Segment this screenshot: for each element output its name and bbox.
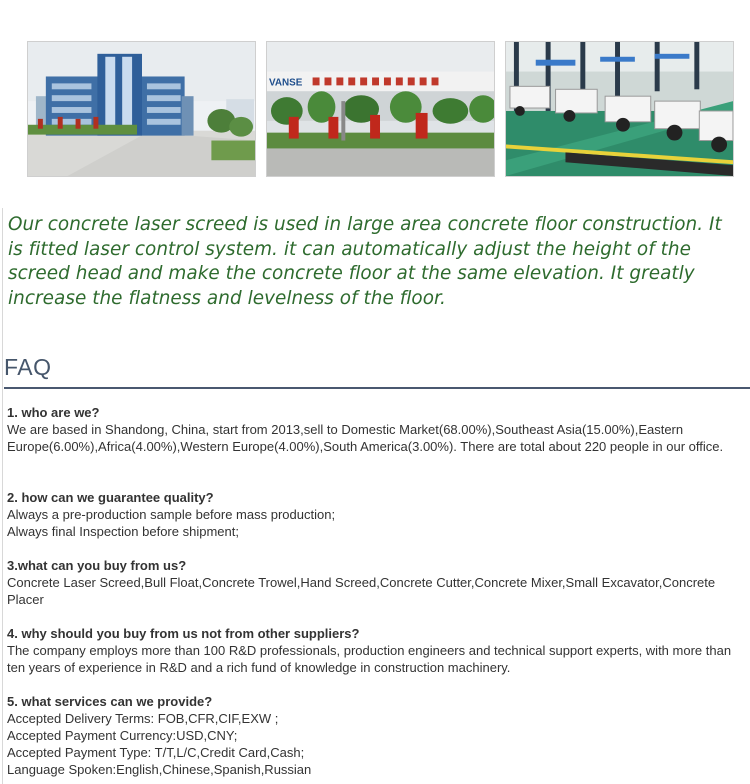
faq-answer-line: Accepted Payment Type: T/T,L/C,Credit Card,Cash; xyxy=(7,745,305,760)
left-border-line xyxy=(2,208,3,784)
faq-item-who-are-we xyxy=(7,404,747,455)
faq-item-products xyxy=(7,557,747,608)
faq-question: 3.what can you buy from us? xyxy=(7,558,187,573)
faq-heading: FAQ xyxy=(4,354,52,380)
faq-item-quality xyxy=(7,489,747,540)
faq-answer-line: Accepted Payment Currency:USD,CNY; xyxy=(7,728,238,743)
faq-question: 4. why should you buy from us not from other suppliers? xyxy=(7,626,360,641)
product-intro-text: Our concrete laser screed is used in large area concrete floor construction. It is fitted laser control system. it can automatically adjust the height of the screed head and make the concrete floor at the same elevation. It greatly increase the flatness and levelness of the floor. xyxy=(8,214,722,309)
faq-answer: Concrete Laser Screed,Bull Float,Concrete Trowel,Hand Screed,Concrete Cutter,Concrete Mixer,Small Excavator,Concrete Placer xyxy=(7,575,716,607)
company-building-image xyxy=(27,41,256,177)
faq-answer-line: Accepted Delivery Terms: FOB,CFR,CIF,EXW ; xyxy=(7,711,279,726)
faq-question: 1. who are we? xyxy=(7,405,100,420)
faq-item-services xyxy=(7,693,747,778)
faq-answer: We are based in Shandong, China, start from 2013,sell to Domestic Market(68.00%),Southeast Asia(15.00%),Eastern Europe(6.00%),Africa(4.00%),Western Europe(4.00%),South America(3.00%). There are total about 220 people in our office. xyxy=(7,422,724,454)
faq-answer: The company employs more than 100 R&D professionals, production engineers and technical support experts, with more than ten years of experience in R&D and a rich fund of knowledge in construction machinery. xyxy=(7,643,732,675)
faq-divider xyxy=(4,387,750,389)
workshop-machines-image xyxy=(505,41,734,177)
faq-answer-line: Always a pre-production sample before mass production; xyxy=(7,507,336,522)
faq-question: 5. what services can we provide? xyxy=(7,694,213,709)
faq-answer-line: Always final Inspection before shipment; xyxy=(7,524,239,539)
faq-answer-line: Language Spoken:English,Chinese,Spanish,Russian xyxy=(7,762,312,777)
faq-question: 2. how can we guarantee quality? xyxy=(7,490,214,505)
svg-text:VANSE: VANSE xyxy=(268,77,303,89)
factory-entrance-image xyxy=(266,41,495,177)
faq-item-why-us xyxy=(7,625,747,676)
